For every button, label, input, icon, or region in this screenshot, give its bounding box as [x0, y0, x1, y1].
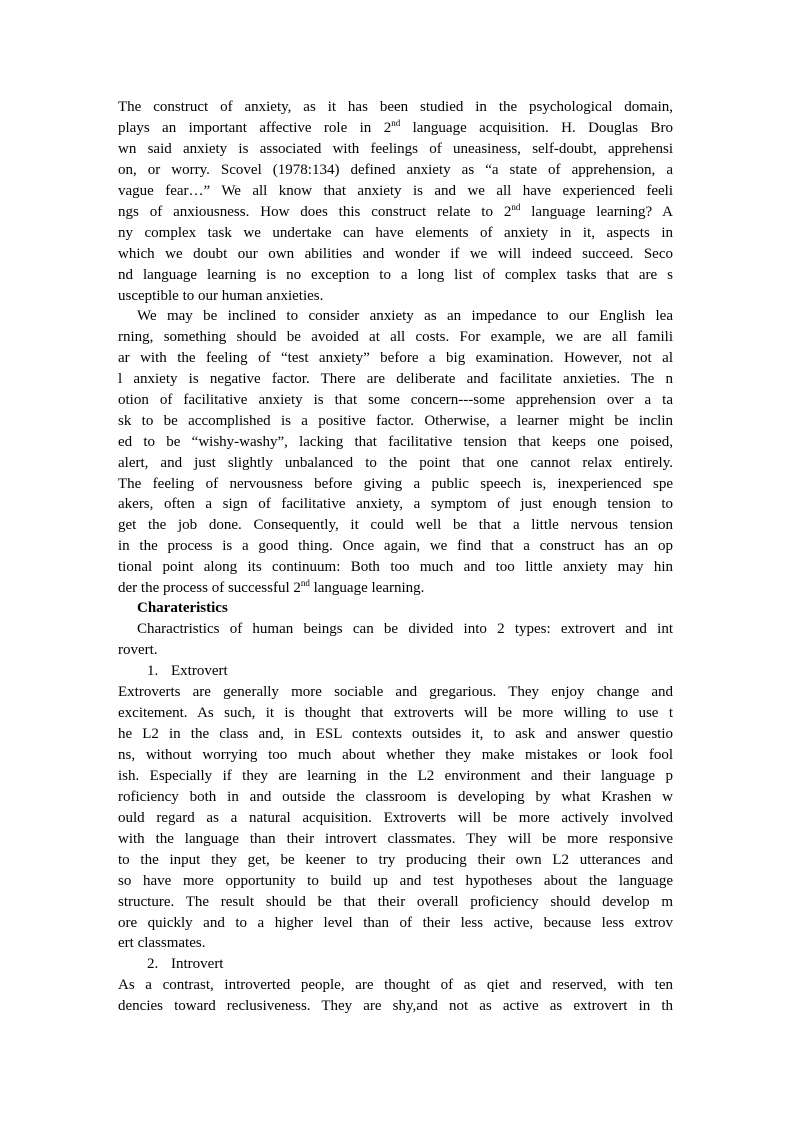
text-line: ould regard as a natural acquisition. Extroverts will be more actively involved — [118, 810, 673, 826]
text-line: in the process is a good thing. Once again, we find that a construct has an op — [118, 538, 673, 554]
text-line: get the job done. Consequently, it could well be that a little nervous tension — [118, 517, 673, 533]
list-item-extrovert: 1. Extrovert — [147, 663, 228, 679]
text-line: l anxiety is negative factor. There are deliberate and facilitate anxieties. The n — [118, 371, 673, 387]
text-line: rning, something should be avoided at all costs. For example, we are all famili — [118, 329, 673, 345]
text-line: ns, without worrying too much about whether they make mistakes or look fool — [118, 747, 673, 763]
text-line: der the process of successful 2nd language learning. — [118, 578, 425, 596]
text-line: Charactristics of human beings can be divided into 2 types: extrovert and int — [137, 621, 673, 637]
text-line: Extroverts are generally more sociable and gregarious. They enjoy change and — [118, 684, 673, 700]
text-line: wn said anxiety is associated with feelings of uneasiness, self-doubt, apprehensi — [118, 141, 673, 157]
text-line: roficiency both in and outside the classroom is developing by what Krashen w — [118, 789, 673, 805]
text-line: akers, often a sign of facilitative anxiety, a symptom of just enough tension to — [118, 496, 673, 512]
text-line: ar with the feeling of “test anxiety” before a big examination. However, not al — [118, 350, 673, 366]
text-line: ore quickly and to a higher level than of their less active, because less extrov — [118, 915, 673, 931]
text-line: As a contrast, introverted people, are thought of as qiet and reserved, with ten — [118, 977, 673, 993]
text-line: ngs of anxiousness. How does this construct relate to 2nd language learning? A — [118, 202, 673, 220]
text-line: dencies toward reclusiveness. They are shy,and not as active as extrovert in th — [118, 998, 673, 1014]
text-line: excitement. As such, it is thought that extroverts will be more willing to use t — [118, 705, 673, 721]
text-line: otion of facilitative anxiety is that some concern---some apprehension over a ta — [118, 392, 673, 408]
text-line: ny complex task we undertake can have elements of anxiety in it, aspects in — [118, 225, 673, 241]
text-line: ert classmates. — [118, 935, 206, 951]
text-line: on, or worry. Scovel (1978:134) defined anxiety as “a state of apprehension, a — [118, 162, 673, 178]
text-line: We may be inclined to consider anxiety as an impedance to our English lea — [137, 308, 673, 324]
text-line: with the language than their introvert classmates. They will be more responsive — [118, 831, 673, 847]
text-line: rovert. — [118, 642, 158, 658]
text-line: sk to be accomplished is a positive factor. Otherwise, a learner might be inclin — [118, 413, 673, 429]
text-line: tional point along its continuum: Both too much and too little anxiety may hin — [118, 559, 673, 575]
text-line: nd language learning is no exception to a long list of complex tasks that are s — [118, 267, 673, 283]
text-line: alert, and just slightly unbalanced to the point that one cannot relax entirely. — [118, 455, 673, 471]
text-line: usceptible to our human anxieties. — [118, 288, 324, 304]
list-item-introvert: 2. Introvert — [147, 956, 224, 972]
text-line: ed to be “wishy-washy”, lacking that facilitative tension that keeps one poised, — [118, 434, 673, 450]
text-line: The feeling of nervousness before giving a public speech is, inexperienced spe — [118, 476, 673, 492]
text-line: The construct of anxiety, as it has been studied in the psychological domain, — [118, 99, 673, 115]
text-line: structure. The result should be that their overall proficiency should develop m — [118, 894, 673, 910]
text-line: to the input they get, be keener to try producing their own L2 utterances and — [118, 852, 673, 868]
text-line: so have more opportunity to build up and test hypotheses about the language — [118, 873, 673, 889]
text-line: which we doubt our own abilities and wonder if we will indeed succeed. Seco — [118, 246, 673, 262]
section-heading: Charateristics — [137, 600, 228, 616]
text-line: ish. Especially if they are learning in the L2 environment and their language p — [118, 768, 673, 784]
text-line: vague fear…” We all know that anxiety is and we all have experienced feeli — [118, 183, 673, 199]
text-line: he L2 in the class and, in ESL contexts outsides it, to ask and answer questio — [118, 726, 673, 742]
text-line: plays an important affective role in 2nd language acquisition. H. Douglas Bro — [118, 118, 673, 136]
